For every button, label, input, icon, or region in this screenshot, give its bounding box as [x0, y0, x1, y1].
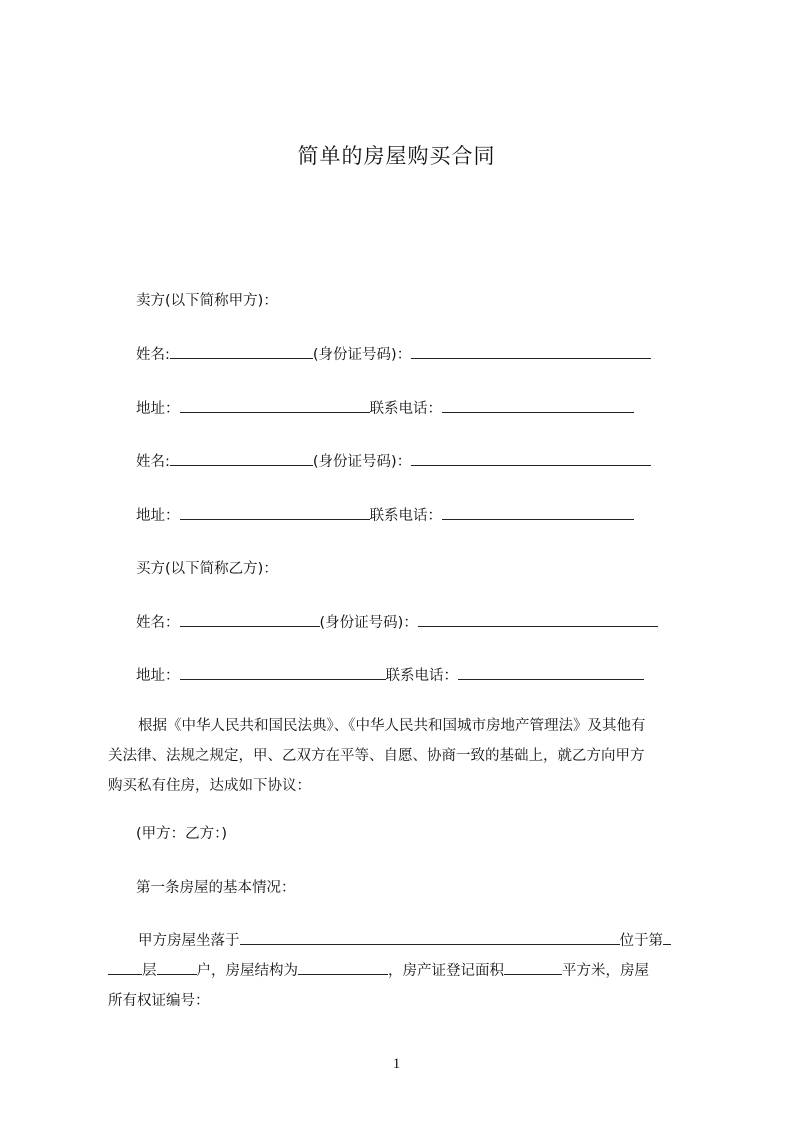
parties-note: (甲方：乙方：) [136, 826, 228, 842]
address-blank[interactable] [180, 665, 386, 680]
address-label: 地址： [136, 401, 180, 417]
seller-address-row-2 [136, 505, 634, 526]
preamble-line: 购买私有住房，达成如下协议： [108, 778, 311, 794]
name-label: 姓名: [136, 454, 170, 470]
buyer-heading: 买方(以下简称乙方)： [136, 561, 278, 577]
preamble-paragraph [108, 711, 700, 801]
preamble-line: 根据《中华人民共和国民法典》、《中华人民共和国城市房地产管理法》及其他有 [138, 718, 646, 734]
address-blank[interactable] [180, 398, 370, 413]
seller-name-row-1 [136, 344, 651, 365]
structure-blank[interactable] [298, 960, 388, 975]
area-blank[interactable] [504, 960, 562, 975]
name-label: 姓名： [136, 615, 180, 631]
floor-blank[interactable] [663, 930, 671, 945]
buyer-name-row [136, 612, 658, 633]
name-blank[interactable] [180, 612, 320, 627]
page-number: 1 [392, 1056, 401, 1072]
article-line: 层 户，房屋结构为 ，房产证登记面积 平方米，房屋 [108, 956, 700, 986]
name-label: 姓名: [136, 347, 170, 363]
article-1-body [108, 926, 700, 1016]
phone-label: 联系电话： [369, 401, 442, 417]
seller-address-row-1 [136, 398, 634, 419]
id-label: (身份证号码)： [312, 347, 412, 363]
address-label: 地址： [136, 668, 180, 684]
id-label: (身份证号码)： [319, 615, 418, 631]
name-blank[interactable] [170, 344, 313, 359]
phone-label: 联系电话： [385, 668, 458, 684]
floor-blank-cont[interactable] [108, 960, 142, 975]
name-blank[interactable] [170, 451, 313, 466]
article-line: 甲方房屋坐落于 位于第 [108, 926, 700, 956]
unit-blank[interactable] [157, 960, 197, 975]
id-blank[interactable] [411, 344, 651, 359]
id-blank[interactable] [418, 612, 658, 627]
id-blank[interactable] [411, 451, 651, 466]
seller-heading: 卖方(以下简称甲方)： [136, 293, 278, 309]
address-label: 地址： [136, 508, 180, 524]
id-label: (身份证号码)： [312, 454, 412, 470]
seller-name-row-2 [136, 451, 651, 472]
phone-blank[interactable] [442, 505, 634, 520]
phone-label: 联系电话： [369, 508, 442, 524]
phone-blank[interactable] [442, 398, 634, 413]
article-1-heading: 第一条房屋的基本情况： [136, 880, 296, 896]
article-line: 所有权证编号： [108, 993, 210, 1009]
preamble-line: 关法律、法规之规定，甲、乙双方在平等、自愿、协商一致的基础上，就乙方向甲方 [108, 748, 645, 764]
address-blank[interactable] [180, 505, 370, 520]
page-title: 简单的房屋购买合同 [297, 144, 496, 168]
buyer-address-row [136, 665, 644, 686]
phone-blank[interactable] [458, 665, 644, 680]
location-blank[interactable] [240, 930, 620, 945]
